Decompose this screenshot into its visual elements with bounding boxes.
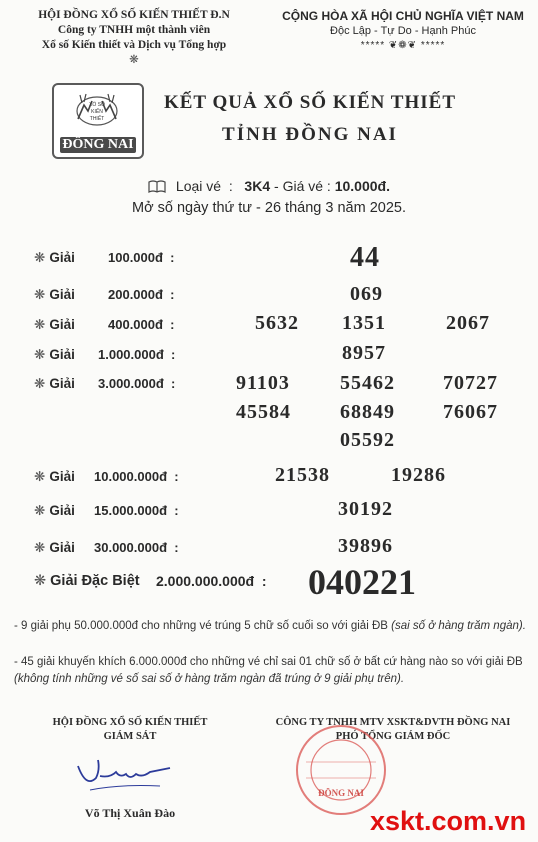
supervisor-signature [70,748,190,798]
company-stamp [286,722,396,818]
prize-row-label: ❋ Giải [34,503,75,518]
prize-number: 2067 [446,312,490,334]
prize-number: 45584 [236,401,291,423]
ornament: ❋ [129,54,139,66]
national-header [268,8,538,53]
lottery-logo [52,83,144,159]
prize-row-label: ❋ Giải [34,317,75,332]
ticket-info: Loại vé : 3K4 - Giá vé : 10.000đ. [0,178,538,196]
supervisor-name: Võ Thị Xuân Đào [84,806,176,820]
prize-number: 21538 [275,464,330,486]
logo-small-bot: THIẾT [89,116,105,122]
prize-row-label: ❋ Giải [34,469,75,484]
prize-number: 19286 [391,464,446,486]
prize-number: 70727 [443,372,498,394]
prize-number: 91103 [236,372,290,394]
supervisor-org: HỘI ĐỒNG XỔ SỐ KIẾN THIẾT [52,717,208,728]
note-encouragement: - 45 giải khuyến khích 6.000.000đ cho những vé chỉ sai 01 chữ số ở bất cứ hàng nào so với giải ĐB (không tính những vé số sai số ở hàng trăm ngàn đã trúng ở 9 giải phụ trên). [14,656,523,685]
company-name: CÔNG TY TNHH MTV XSKT&DVTH ĐỒNG NAI [275,717,511,728]
prize-number: 5632 [255,312,299,334]
prize-amount: 3.000.000đ : [98,376,176,391]
ticket-price-label: Giá vé [282,178,324,194]
draw-date: Mở số ngày thứ tư - 26 tháng 3 năm 2025. [132,200,406,216]
supervisor-role: GIÁM SÁT [103,731,157,742]
note-consolation: - 9 giải phụ 50.000.000đ cho những vé trúng 5 chữ số cuối so với giải ĐB (sai số ở hàng trăm ngàn). [14,620,526,632]
prize-number: 55462 [340,372,395,394]
logo-small-top: XỔ SỐ [89,102,105,108]
page-title: KẾT QUẢ XỔ SỐ KIẾN THIẾT [163,92,456,113]
republic-title: CỘNG HÒA XÃ HỘI CHỦ NGHĨA VIỆT NAM [282,9,524,23]
prize-number: 8957 [342,342,386,364]
issuer-block [0,8,268,68]
special-prize-label: ❋ Giải Đặc Biệt [34,573,140,589]
prize-row-label: ❋ Giải [34,287,75,302]
logo-small-mid: KIẾN [91,109,103,115]
prize-row-label: ❋ Giải [34,376,75,391]
prize-amount: 100.000đ : [108,250,175,265]
company-role: PHÓ TỔNG GIÁM ĐỐC [335,731,451,742]
prize-number: 1351 [342,312,386,334]
prize-amount: 10.000.000đ : [94,469,179,484]
prize-amount: 15.000.000đ : [94,503,179,518]
ticket-code: 3K4 [244,178,271,194]
special-prize-amount: 2.000.000.000đ : [156,573,267,589]
ticket-price: 10.000đ. [334,178,390,194]
prize-number: 05592 [340,429,395,451]
motto-ornament: ***** ❦❁❦ ***** [360,40,446,51]
prize-number: 44 [350,242,380,273]
prize-number: 39896 [338,535,393,557]
prize-amount: 200.000đ : [108,287,175,302]
prize-amount: 400.000đ : [108,317,175,332]
prize-number: 76067 [443,401,498,423]
national-motto: Độc Lập - Tự Do - Hạnh Phúc [330,25,476,37]
prize-number: 30192 [338,498,393,520]
logo-brand: ĐỒNG NAI [60,137,136,153]
ticket-type-label: Loại vé [175,178,222,194]
stamp-text: ĐỒNG NAI [318,788,364,798]
prize-row-label: ❋ Giải [34,347,75,362]
special-prize-number: 040221 [308,562,416,602]
issuer-line-3: Xổ số Kiến thiết và Dịch vụ Tổng hợp [41,39,227,51]
prize-number: 68849 [340,401,395,423]
prize-amount: 1.000.000đ : [98,347,176,362]
prize-row-label: ❋ Giải [34,540,75,555]
issuer-line-2: Công ty TNHH một thành viên [57,24,211,36]
province-title: TỈNH ĐỒNG NAI [222,124,398,145]
prize-number: 069 [350,283,383,305]
deer-icon [68,91,126,127]
issuer-line-1: HỘI ĐỒNG XỔ SỐ KIẾN THIẾT Đ.N [38,9,230,21]
supervisor-block [20,716,240,744]
prize-row-label: ❋ Giải [34,250,75,265]
site-watermark: xskt.com.vn [370,806,527,836]
book-icon [148,180,166,196]
prize-amount: 30.000.000đ : [94,540,179,555]
